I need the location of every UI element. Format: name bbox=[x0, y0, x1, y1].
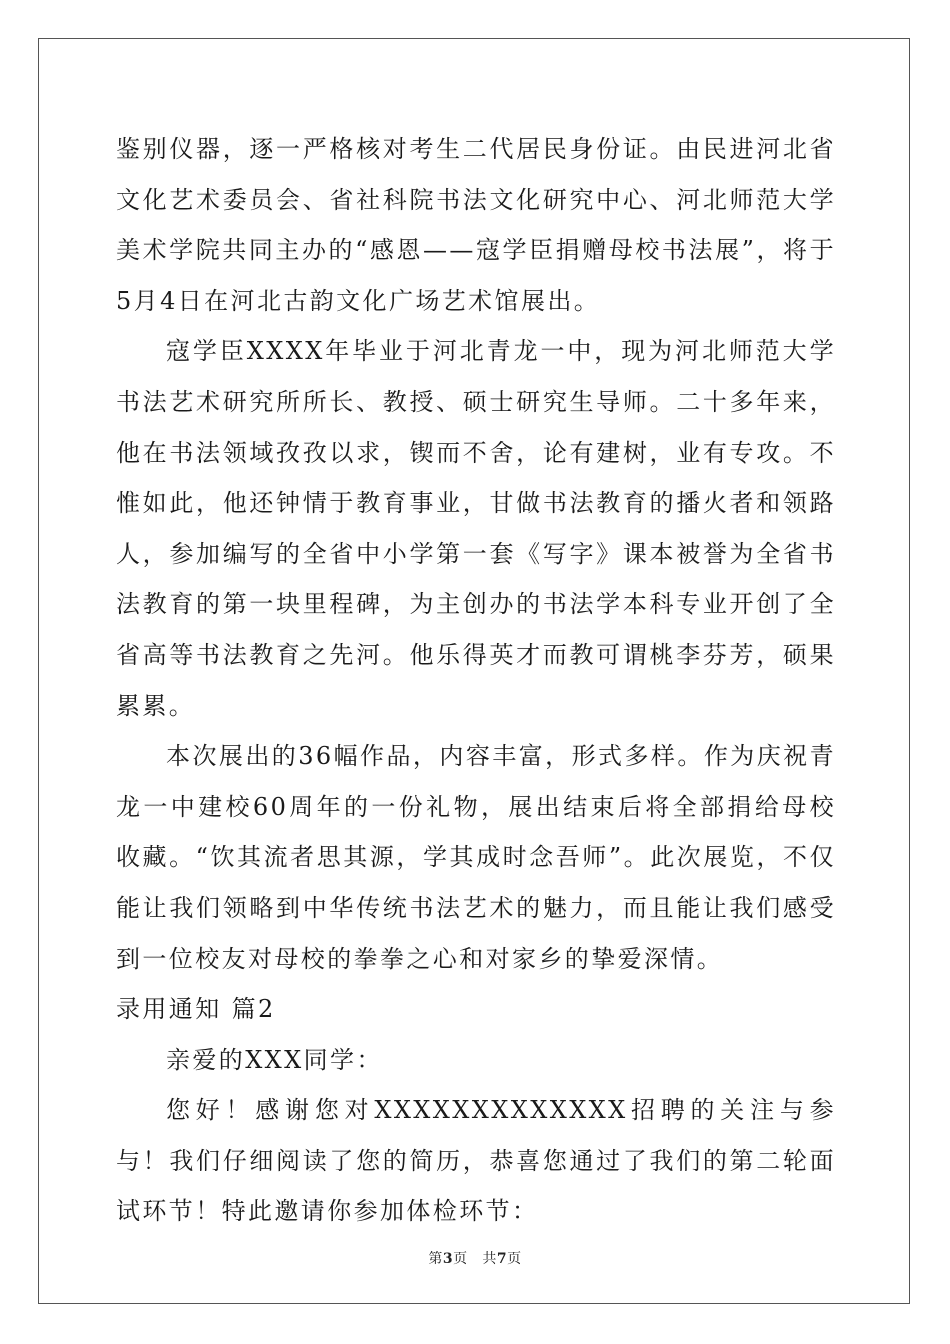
page-footer bbox=[0, 1248, 950, 1268]
section-heading: 录用通知 篇2 bbox=[116, 995, 276, 1024]
letter-greeting: 亲爱的XXX同学： bbox=[166, 1045, 383, 1074]
letter-body: 您好！感谢您对XXXXXXXXXXXXX招聘的关注与参与！我们仔细阅读了您的简历，恭喜您通过了我们的第二轮面试环节！特此邀请你参加体检环节： bbox=[116, 1096, 836, 1226]
paragraph-exhibition: 本次展出的36幅作品，内容丰富，形式多样。作为庆祝青龙一中建校60周年的一份礼物，展出结束后将全部捐给母校收藏。“饮其流者思其源，学其成时念吾师”。此次展览，不仅能让我们领略到中华传统书法艺术的魅力，而且能让我们感受到一位校友对母校的拳拳之心和对家乡的挚爱深情。 bbox=[116, 742, 836, 973]
footer-prefix: 第 bbox=[428, 1251, 443, 1267]
footer-middle: 页 共 bbox=[453, 1251, 497, 1267]
total-page-number: 7 bbox=[496, 1251, 508, 1267]
footer-suffix: 页 bbox=[507, 1251, 522, 1267]
current-page-number: 3 bbox=[442, 1251, 454, 1267]
paragraph-continuation: 鉴别仪器，逐一严格核对考生二代居民身份证。由民进河北省文化艺术委员会、省社科院书法文化研究中心、河北师范大学美术学院共同主办的“感恩——寇学臣捐赠母校书法展”，将于5月4日在河北古韵文化广场艺术馆展出。 bbox=[116, 135, 836, 315]
paragraph-biography: 寇学臣XXXX年毕业于河北青龙一中，现为河北师范大学书法艺术研究所所长、教授、硕士研究生导师。二十多年来，他在书法领域孜孜以求，锲而不舍，论有建树，业有专攻。不惟如此，他还钟情于教育事业，甘做书法教育的播火者和领路人，参加编写的全省中小学第一套《写字》课本被誉为全省书法教育的第一块里程碑，为主创办的书法学本科专业开创了全省高等书法教育之先河。他乐得英才而教可谓桃李芬芳，硕果累累。 bbox=[116, 337, 836, 720]
document-body bbox=[116, 124, 836, 1237]
